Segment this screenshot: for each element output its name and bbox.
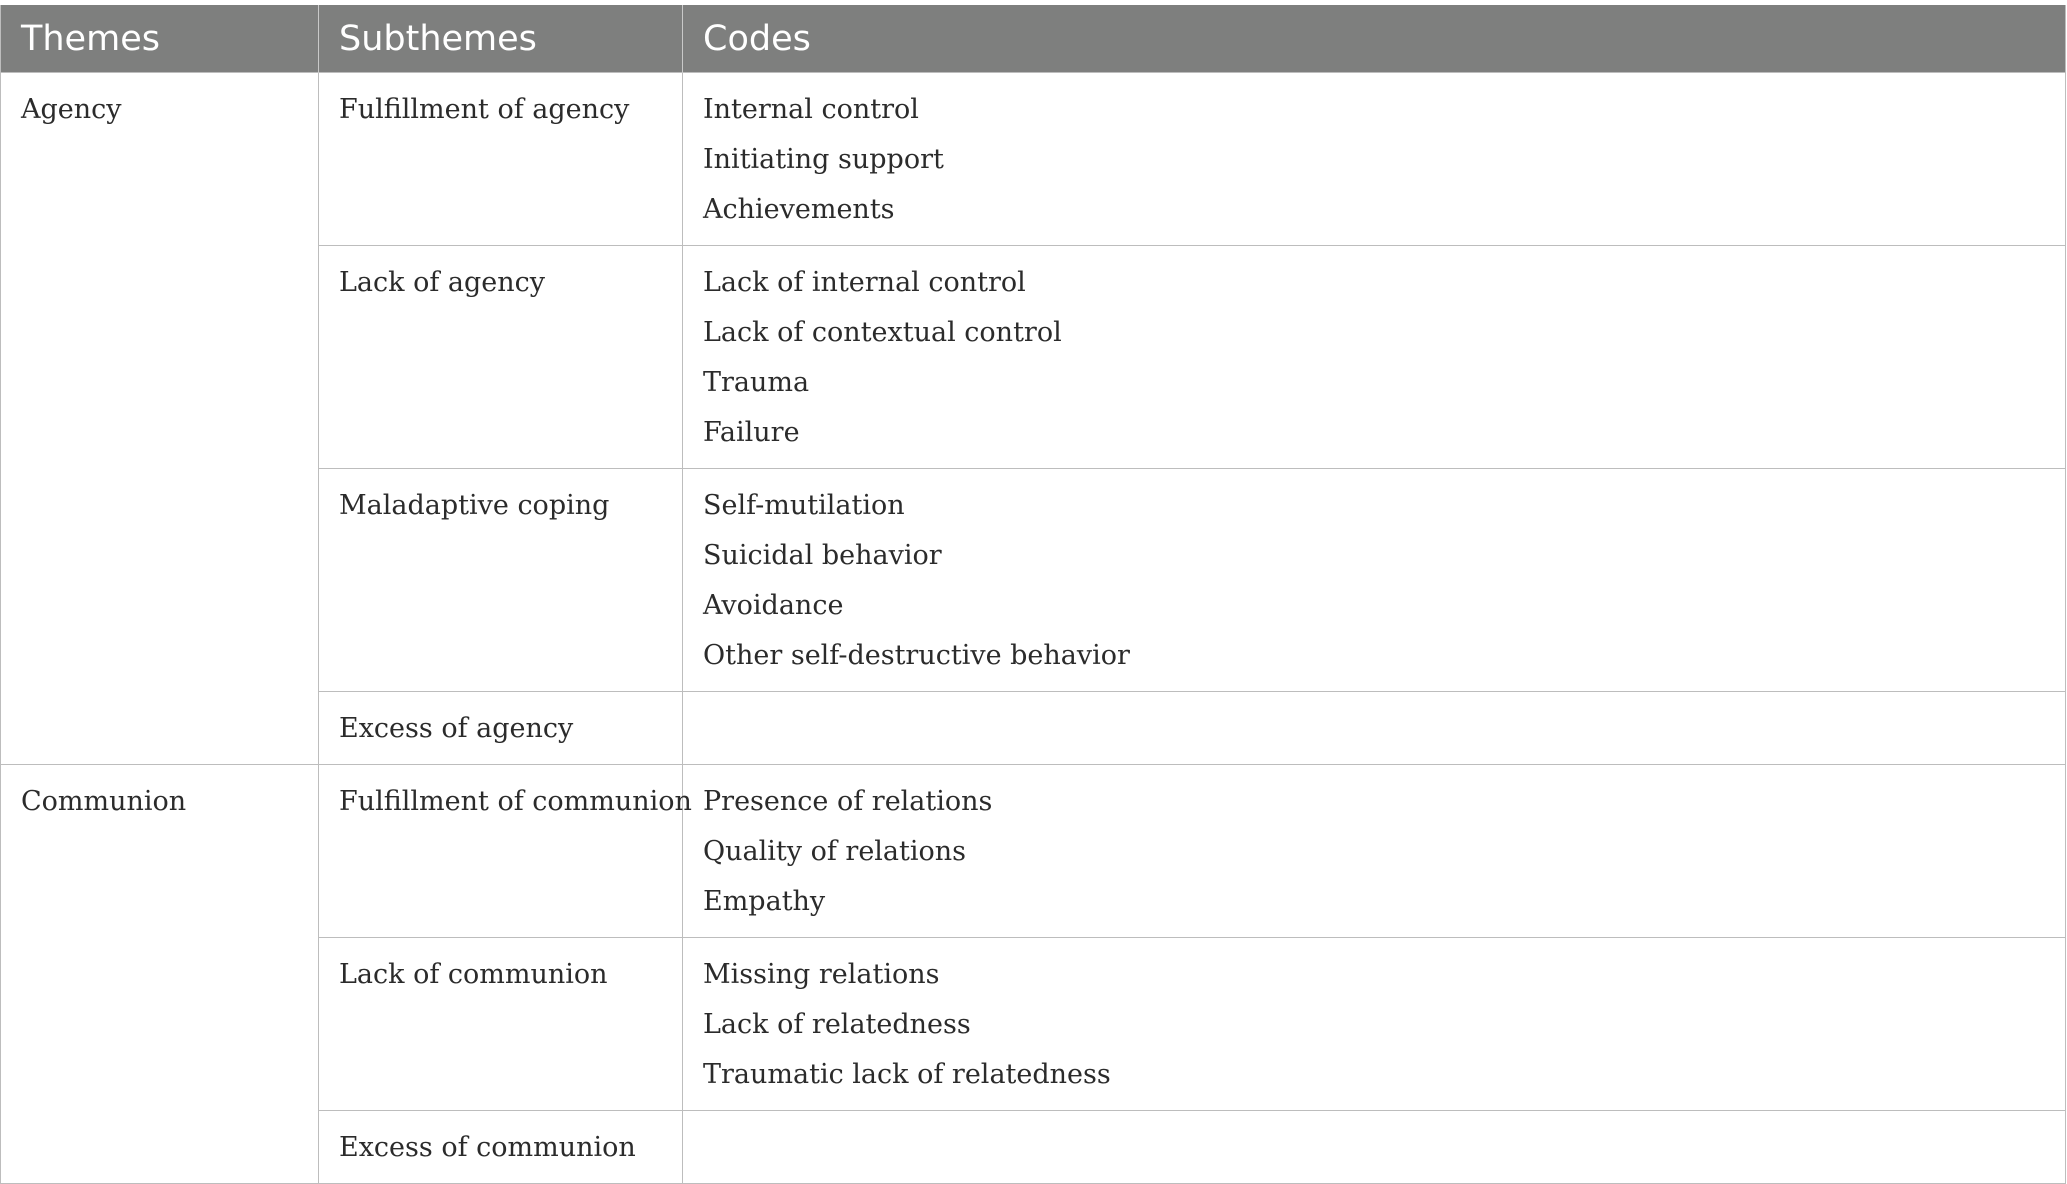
codes-cell: [683, 469, 2066, 692]
code-label: Lack of contextual control: [703, 317, 1062, 348]
theme-label: Communion: [21, 786, 187, 817]
codes-cell: [683, 246, 2066, 469]
code-label: Traumatic lack of relatedness: [703, 1059, 1111, 1090]
subtheme-cell: [319, 938, 683, 1111]
code-label: Presence of relations: [703, 786, 993, 817]
subtheme-cell: [319, 73, 683, 246]
code-label: Failure: [703, 417, 800, 448]
codes-cell: [683, 765, 2066, 938]
code-label: Lack of internal control: [703, 267, 1026, 298]
subtheme-label: Lack of agency: [339, 267, 546, 298]
table-header: [1, 5, 2066, 73]
code-label: Missing relations: [703, 959, 940, 990]
codes-cell: [683, 938, 2066, 1111]
code-label: Empathy: [703, 886, 826, 917]
code-label: Achievements: [703, 194, 895, 225]
subtheme-label: Fulfillment of communion: [339, 786, 692, 817]
subtheme-cell: [319, 469, 683, 692]
table-row: [1, 765, 2066, 938]
header-subthemes: Subthemes: [319, 5, 683, 73]
subtheme-label: Lack of communion: [339, 959, 608, 990]
code-label: Quality of relations: [703, 836, 967, 867]
table-row: [1, 73, 2066, 246]
code-label: Initiating support: [703, 144, 944, 175]
codes-cell: [683, 1111, 2066, 1184]
subtheme-cell: [319, 1111, 683, 1184]
subtheme-cell: [319, 765, 692, 938]
codes-cell: [683, 73, 2066, 246]
header-codes: Codes: [683, 5, 2066, 73]
subtheme-label: Fulfillment of agency: [339, 94, 630, 125]
code-label: Self-mutilation: [703, 490, 905, 521]
code-label: Suicidal behavior: [703, 540, 942, 571]
themes-table: [0, 5, 2066, 1184]
code-label: Avoidance: [703, 590, 844, 621]
subtheme-cell: [319, 692, 683, 765]
subtheme-cell: [319, 246, 683, 469]
subtheme-label: Excess of communion: [339, 1132, 636, 1163]
table-body: [1, 73, 2066, 1184]
subtheme-label: Excess of agency: [339, 713, 574, 744]
theme-label: Agency: [21, 94, 122, 125]
code-label: Internal control: [703, 94, 919, 125]
header-themes: Themes: [1, 5, 319, 73]
codes-cell: [683, 692, 2066, 765]
header-row: [1, 5, 2066, 73]
code-label: Lack of relatedness: [703, 1009, 971, 1040]
code-label: Trauma: [703, 367, 810, 398]
themes-table-container: [0, 5, 2066, 1184]
theme-cell: [1, 73, 319, 765]
code-label: Other self-destructive behavior: [703, 640, 1130, 671]
subtheme-label: Maladaptive coping: [339, 490, 610, 521]
